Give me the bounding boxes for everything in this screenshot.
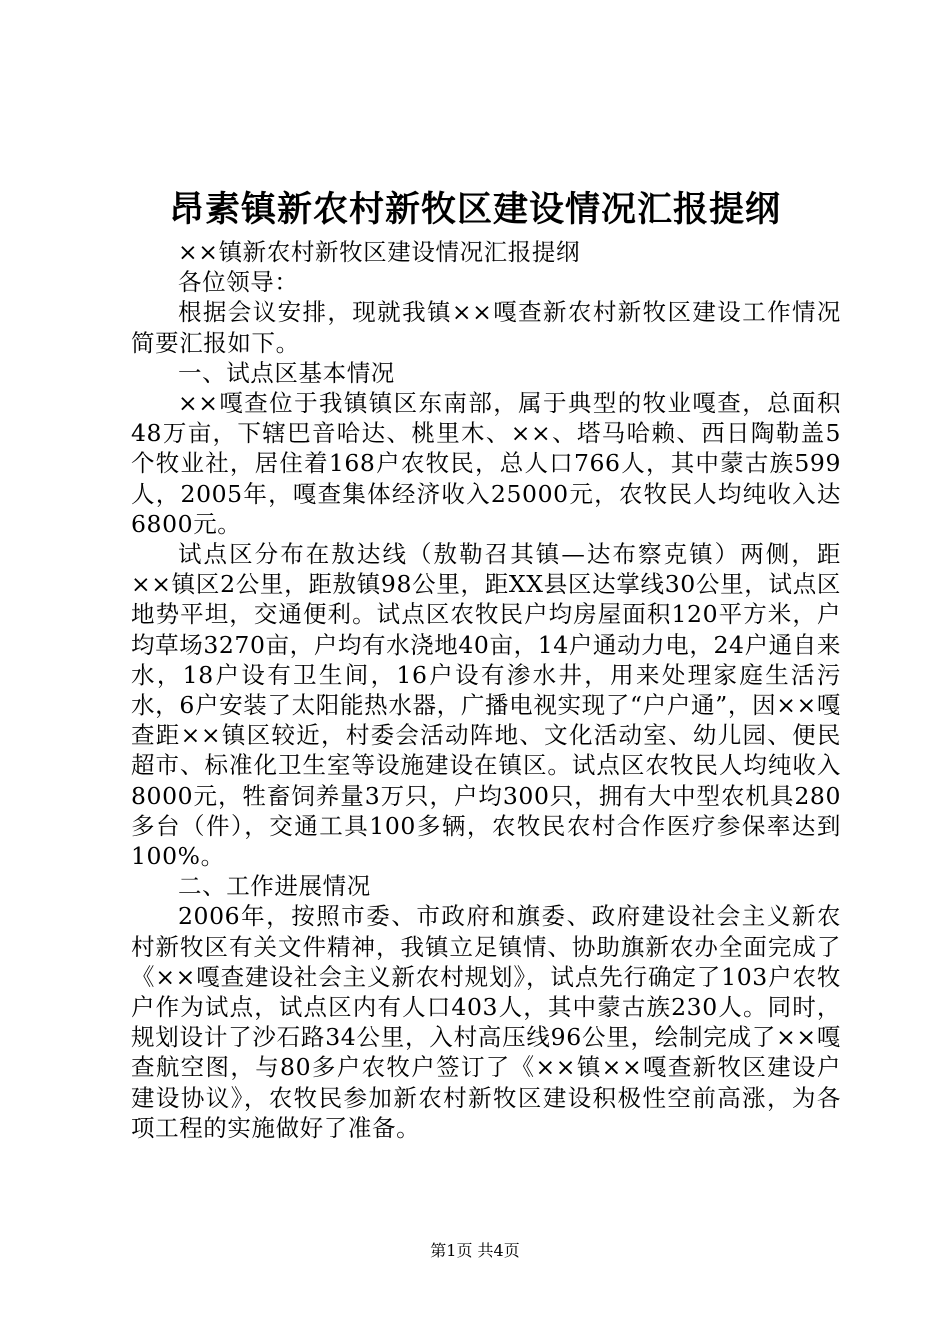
page-number-footer: 第1页 共4页 [430, 1241, 520, 1260]
body-paragraph-intro: 根据会议安排，现就我镇××嘎查新农村新牧区建设工作情况简要汇报如下。 [131, 298, 841, 357]
section-heading-1: 一、试点区基本情况 [178, 358, 395, 387]
document-body [131, 237, 841, 1143]
body-paragraph-pilot-area: 试点区分布在敖达线（敖勒召其镇—达布察克镇）两侧，距××镇区2公里，距敖镇98公里，距XX县区达掌线30公里，试点区地势平坦，交通便利。试点区农牧民户均房屋面积120平方米，户均草场3270亩，户均有水浇地40亩，14户通动力电，24户通自来水，18户设有卫生间，16户设有渗水井，用来处理家庭生活污水，6户安装了太阳能热水器，广播电视实现了“户户通”，因××嘎查距××镇区较近，村委会活动阵地、文化活动室、幼儿园、便民超市、标准化卫生室等设施建设在镇区。试点区农牧民人均纯收入8000元，牲畜饲养量3万只，户均300只，拥有大中型农机具280多台（件），交通工具100多辆，农牧民农村合作医疗参保率达到100%。 [131, 540, 842, 871]
body-paragraph-progress: 2006年，按照市委、市政府和旗委、政府建设社会主义新农村新牧区有关文件精神，我镇立足镇情、协助旗新农办全面完成了《××嘎查建设社会主义新农村规划》，试点先行确定了103户农牧户作为试点，试点区内有人口403人，其中蒙古族230人。同时，规划设计了沙石路34公里，入村高压线96公里，绘制完成了××嘎查航空图，与80多户农牧户签订了《××镇××嘎查新牧区建设户建设协议》，农牧民参加新农村新牧区建设积极性空前高涨，为各项工程的实施做好了准备。 [131, 902, 841, 1142]
section-heading-2: 二、工作进展情况 [178, 872, 371, 901]
body-paragraph-gacha-overview: ××嘎查位于我镇镇区东南部，属于典型的牧业嘎查，总面积48万亩，下辖巴音哈达、桃里木、××、塔马哈赖、西日陶勒盖5个牧业社，居住着168户农牧民，总人口766人，其中蒙古族599人，2005年，嘎查集体经济收入25000元，农牧民人均纯收入达6800元。 [131, 389, 841, 538]
body-paragraph-salutation: 各位领导： [178, 268, 299, 297]
body-paragraph-subtitle: ××镇新农村新牧区建设情况汇报提纲 [178, 238, 581, 266]
document-title: 昂素镇新农村新牧区建设情况汇报提纲 [168, 189, 781, 230]
